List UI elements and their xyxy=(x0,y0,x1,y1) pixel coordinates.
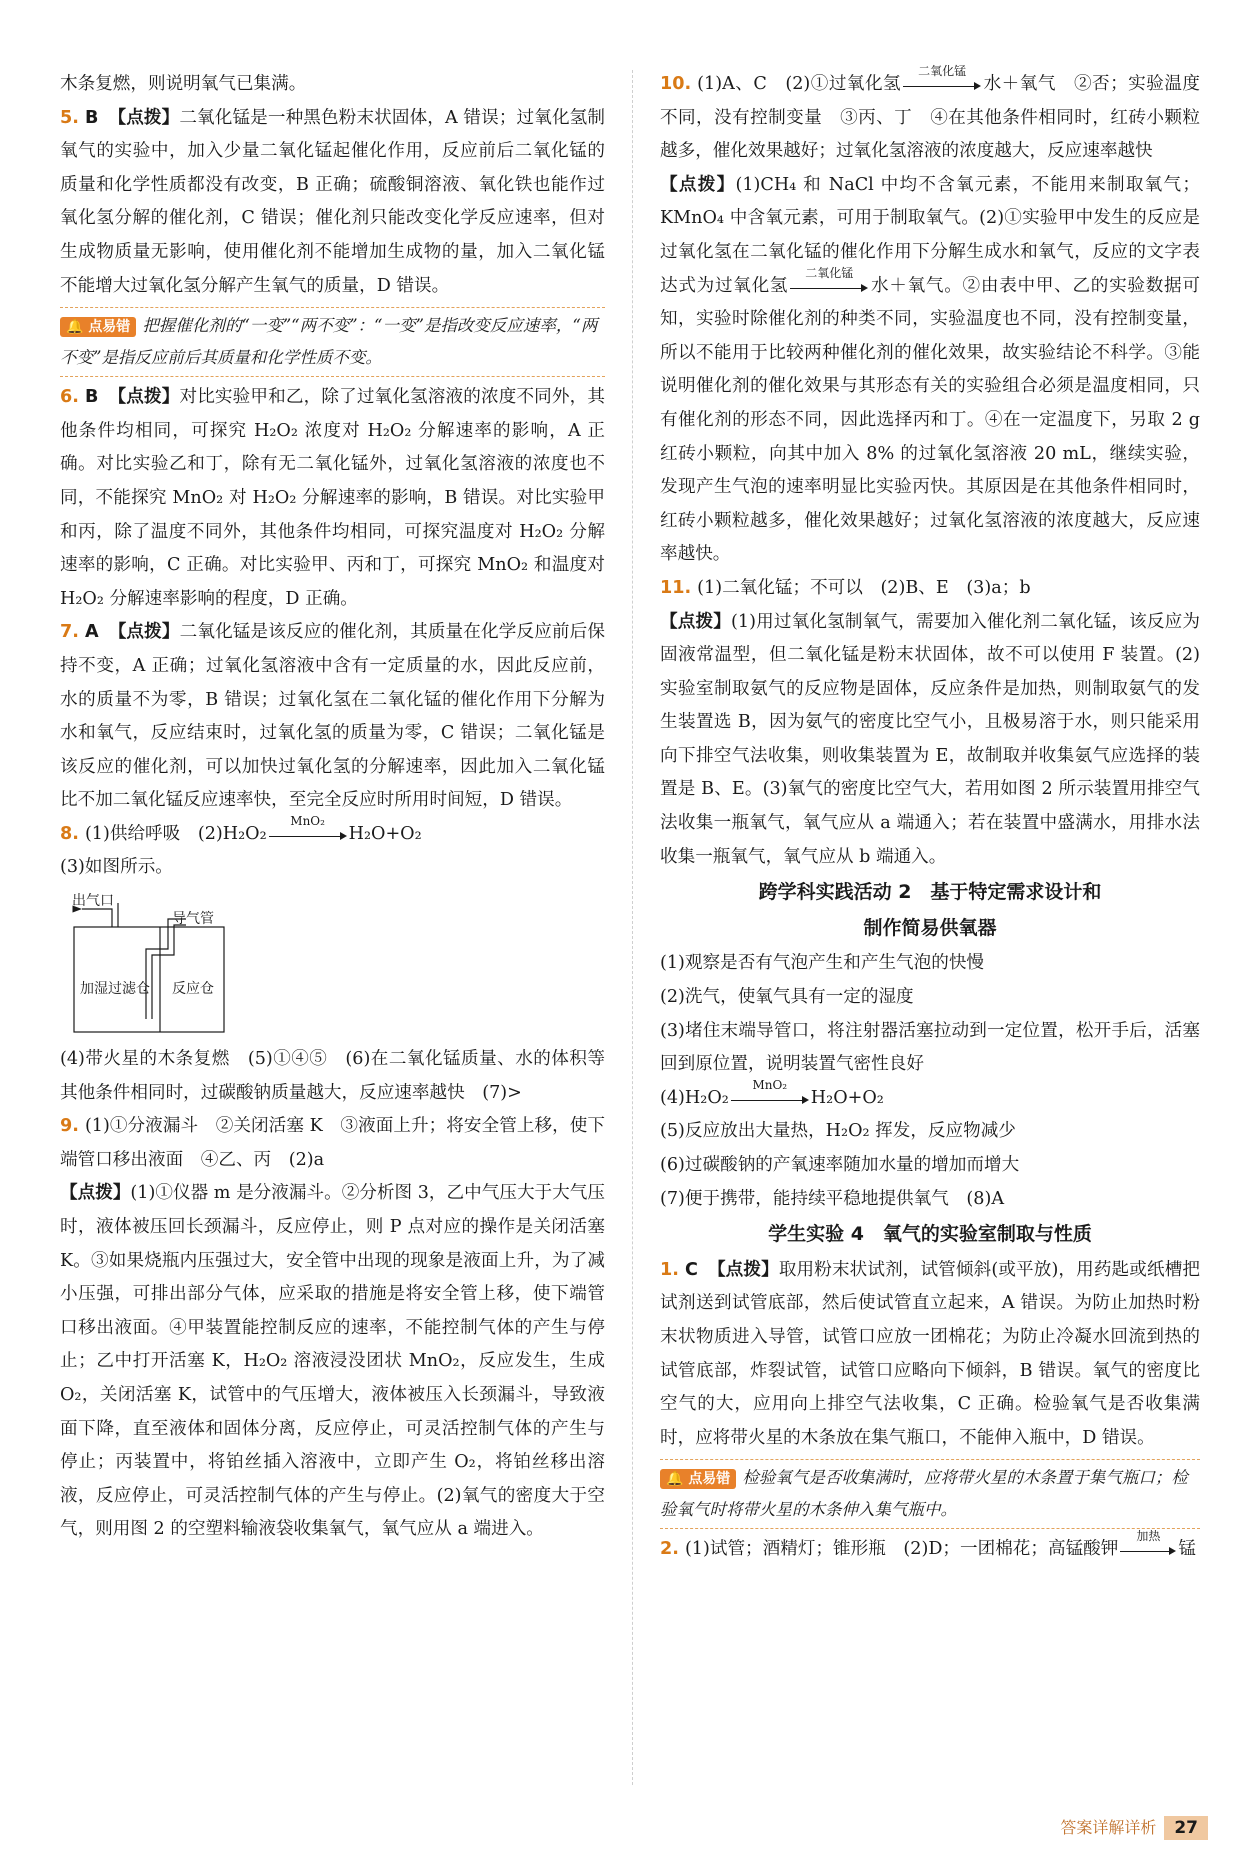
tip-label: 【点拨】 xyxy=(108,387,180,408)
question-number: 11. xyxy=(660,577,692,598)
error-note xyxy=(60,307,605,377)
question-8-continued: (4)带火星的木条复燃 (5)①④⑤ (6)在二氧化锰质量、水的体积等其他条件相同时，过碳酸钠质量越大，反应速率越快 (7)> xyxy=(60,1049,605,1103)
note-text: 检验氧气是否收集满时，应将带火星的木条置于集气瓶口；检验氧气时将带火星的木条伸入集气瓶中。 xyxy=(660,1468,1188,1520)
question-5 xyxy=(60,102,605,304)
question-number: 1. xyxy=(660,1259,679,1280)
filter-chamber-label: 加湿过滤仓 xyxy=(80,981,150,998)
explanation-text: 二氧化锰是该反应的催化剂，其质量在化学反应前后保持不变，A 正确；过氧化氢溶液中含有一定质量的水，因此反应前，水的质量不为零，B 错误；过氧化氢在二氧化锰的催化作用下分解为水和氧气，反应结束时，过氧化氢的质量为零，C 错误；二氧化锰是该反应的催化剂，可以加快过氧化氢的分解速率，因此加入二氧化锰比不加二氧化锰反应速率快，至完全反应时所用时间短，D 错误。 xyxy=(60,622,605,811)
tip-label: 【点拨】 xyxy=(108,622,180,643)
question-8 xyxy=(60,813,605,885)
question-number: 7. xyxy=(60,622,79,643)
explanation-text: 取用粉末状试剂，试管倾斜(或平放)，用药匙或纸槽把试剂送到试管底部，然后使试管直立起来，A 错误。为防止加热时粉末状物质进入导管，试管口应放一团棉花；为防止冷凝水回流到热的试管底部，炸裂试管，试管口应略向下倾斜，B 错误。氧气的密度比空气的大，应用向上排空气法收集，C 正确。检验氧气是否收集满时，应将带火星的木条放在集气瓶口，不能伸入瓶中，D 错误。 xyxy=(660,1259,1200,1448)
answer-letter: C xyxy=(684,1259,698,1280)
section-heading: 跨学科实践活动 2 基于特定需求设计和 xyxy=(758,881,1102,904)
answer-text: 水＋氧气 ②否；实验温度不同，没有控制变量 ③丙、丁 ④在其他条件相同时，红砖小颗粒越多，催化效果越好；过氧化氢溶液的浓度越大，反应速率越快 xyxy=(660,74,1200,162)
note-text: 把握催化剂的“一变”“两不变”：“一变”是指改变反应速率，“两不变”是指反应前后其质量和化学性质不变。 xyxy=(60,316,598,368)
answer-text: (1)A、C (2)①过氧化氢 xyxy=(697,74,902,94)
answer-letter: A xyxy=(84,622,99,643)
catalyst-label: MnO₂ xyxy=(752,1077,788,1092)
experiment-question-1 xyxy=(660,1254,1200,1456)
answer-text: H₂O+O₂ xyxy=(348,823,422,844)
activity-answer: (5)反应放出大量热，H₂O₂ 挥发，反应物减少 xyxy=(660,1121,1016,1142)
section-heading: 制作简易供氧器 xyxy=(863,916,997,939)
error-note xyxy=(660,1459,1200,1529)
tip-label: 【点拨】 xyxy=(660,611,732,632)
reaction-arrow xyxy=(790,265,868,296)
bell-icon: 🔔 xyxy=(666,1471,684,1488)
answer-text: (1)二氧化锰；不可以 (2)B、E (3)a；b xyxy=(697,577,1031,598)
question-number: 5. xyxy=(60,107,79,128)
explanation-text: (1)CH₄ 和 NaCl 中均不含氧元素，不能用来制取氧气；KMnO₄ 中含氧元素，可用于制取氧气。(2)①实验甲中发生的反应是过氧化氢在二氧化锰的催化作用下分解生成水和氧气，反应的文字表达式为过氧化氢 xyxy=(660,174,1200,296)
catalyst-label: 二氧化锰 xyxy=(805,265,854,280)
explanation-text: (1)用过氧化氢制氧气，需要加入催化剂二氧化锰，该反应为固液常温型，但二氧化锰是粉末状固体，故不可以使用 F 装置。(2)实验室制取氨气的反应物是固体，反应条件是加热，则制取氨气的发生装置选 B，因为氨气的密度比空气小，且极易溶于水，则只能采用向下排空气法收集，则收集装置为 E，故制取并收集氨气应选择的装置是 B、E。(3)氧气的密度比空气大，若用如图 2 所示装置用排空气法收集一瓶氧气，氧气应从 a 端通入；若在装置中盛满水，用排水法收集一瓶氧气，氧气应从 b 端通入。 xyxy=(660,611,1200,867)
paragraph-intro: 木条复燃，则说明氧气已集满。 xyxy=(60,74,307,94)
activity-answer: (3)堵住末端导管口，将注射器活塞拉动到一定位置，松开手后，活塞回到原位置，说明装置气密性良好 xyxy=(660,1020,1200,1075)
question-10 xyxy=(660,64,1200,572)
column-divider xyxy=(632,70,634,1785)
experiment-question-2: 2. (1)试管；酒精灯；锥形瓶 (2)D；一团棉花；高锰酸钾 加热 锰 xyxy=(660,1529,1196,1560)
reaction-arrow xyxy=(731,1077,809,1108)
answer-text: (1)试管；酒精灯；锥形瓶 (2)D；一团棉花；高锰酸钾 xyxy=(684,1539,1119,1560)
tip-label: 【点拨】 xyxy=(707,1259,779,1280)
tip-label: 【点拨】 xyxy=(108,107,180,128)
section-heading: 学生实验 4 氧气的实验室制取与性质 xyxy=(768,1223,1092,1246)
reaction-arrow xyxy=(269,813,347,844)
outlet-label: 出气口 xyxy=(72,893,114,910)
error-badge: 🔔 点易错 xyxy=(660,1469,736,1489)
question-number: 6. xyxy=(60,387,79,408)
reaction-arrow xyxy=(1120,1529,1176,1559)
left-column xyxy=(60,68,605,1547)
question-11 xyxy=(660,572,1200,874)
reaction-arrow xyxy=(903,64,981,94)
footer-label: 答案详解详析 xyxy=(1060,1818,1157,1837)
activity-answer: (1)观察是否有气泡产生和产生气泡的快慢 xyxy=(660,953,985,974)
answer-text: (1)①分液漏斗 ②关闭活塞 K ③液面上升；将安全管上移，使下端管口移出液面 ④乙、丙 (2)a xyxy=(60,1116,605,1170)
activity-answer: (2)洗气，使氧气具有一定的湿度 xyxy=(660,987,914,1008)
explanation-text: 二氧化锰是一种黑色粉末状固体，A 错误；过氧化氢制氧气的实验中，加入少量二氧化锰起催化作用，反应前后二氧化锰的质量和化学性质都没有改变，B 正确；硫酸铜溶液、氧化铁也能作过氧化氢分解的催化剂，C 错误；催化剂只能改变化学反应速率，但对生成物质量无影响，使用催化剂不能增加生成物的量，加入二氧化锰不能增大过氧化氢分解产生氧气的质量，D 错误。 xyxy=(60,107,605,296)
tube-label: 导气管 xyxy=(172,911,214,928)
page-number: 27 xyxy=(1164,1816,1208,1840)
answer-letter: B xyxy=(84,387,99,408)
activity-answer: (6)过碳酸钠的产氧速率随加水量的增加而增大 xyxy=(660,1155,1020,1175)
activity-answer: (7)便于携带，能持续平稳地提供氧气 (8)A xyxy=(660,1188,1005,1209)
bell-icon: 🔔 xyxy=(66,319,84,336)
explanation-text: (1)①仪器 m 是分液漏斗。②分析图 3，乙中气压大于大气压时，液体被压回长颈漏斗，反应停止，则 P 点对应的操作是关闭活塞 K。③如果烧瓶内压强过大，安全管中出现的现象是液面上升，为了减小压强，可排出部分气体，应采取的措施是将安全管上移，使下端管口移出液面。④甲装置能控制反应的速率，不能控制气体的产生与停止；乙中打开活塞 K，H₂O₂ 溶液浸没团状 MnO₂，反应发生，生成 O₂，关闭活塞 K，试管中的气压增大，液体被压入长颈漏斗，导致液面下降，直至液体和固体分离，反应停止，可灵活控制气体的产生与停止；丙装置中，将铂丝插入溶液中，立即产生 O₂，将铂丝移出溶液，反应停止，可灵活控制气体的产生与停止。(2)氧气的密度大于空气，则用图 2 的空塑料输液袋收集氧气，氧气应从 a 端进入。 xyxy=(60,1183,605,1540)
question-number: 2. xyxy=(660,1539,679,1560)
question-6 xyxy=(60,381,605,616)
question-9 xyxy=(60,1110,605,1547)
explanation-text: 对比实验甲和乙，除了过氧化氢溶液的浓度不同外，其他条件均相同，可探究 H₂O₂ 浓度对 H₂O₂ 分解速率的影响，A 正确。对比实验乙和丁，除有无二氧化锰外，过氧化氢溶液的浓度也不同，不能探究 MnO₂ 对 H₂O₂ 分解速率的影响，B 错误。对比实验甲和丙，除了温度不同外，其他条件均相同，可探究温度对 H₂O₂ 分解速率的影响，C 正确。对比实验甲、丙和丁，可探究 MnO₂ 和温度对 H₂O₂ 分解速率影响的程度，D 正确。 xyxy=(60,387,605,609)
activity-answer-equation: (4)H₂O₂ MnO₂ H₂O+O₂ xyxy=(660,1077,884,1108)
error-badge: 🔔 点易错 xyxy=(60,317,136,337)
question-number: 8. xyxy=(60,823,79,844)
catalyst-label: 二氧化锰 xyxy=(918,64,967,78)
page-footer xyxy=(1060,1815,1208,1840)
question-number: 10. xyxy=(660,74,692,94)
right-column xyxy=(660,64,1200,1567)
explanation-text: 水＋氧气。②由表中甲、乙的实验数据可知，实验时除催化剂的种类不同，实验温度也不同，没有控制变量，所以不能用于比较两种催化剂的催化效果，故实验结论不科学。③能说明催化剂的催化效果与其形态有关的实验组合必须是温度相同，只有催化剂的形态不同，因此选择丙和丁。④在一定温度下，另取 2 g 红砖小颗粒，向其中加入 8% 的过氧化氢溶液 20 mL，继续实验，发现产生气泡的速率明显比实验丙快。其原因是在其他条件相同时，红砖小颗粒越多，催化效果越好；过氧化氢溶液的浓度越大，反应速率越快。 xyxy=(660,275,1200,565)
answer-letter: B xyxy=(84,107,99,128)
tip-label: 【点拨】 xyxy=(660,174,736,195)
question-7 xyxy=(60,616,605,818)
reaction-chamber-label: 反应仓 xyxy=(172,981,214,998)
answer-text: (1)供给呼吸 (2)H₂O₂ xyxy=(84,823,267,844)
oxygen-device-diagram xyxy=(68,889,605,1039)
answer-text: (3)如图所示。 xyxy=(60,857,173,878)
question-number: 9. xyxy=(60,1116,79,1137)
catalyst-label: MnO₂ xyxy=(290,813,325,828)
condition-label: 加热 xyxy=(1136,1529,1161,1544)
tip-label: 【点拨】 xyxy=(60,1183,131,1204)
